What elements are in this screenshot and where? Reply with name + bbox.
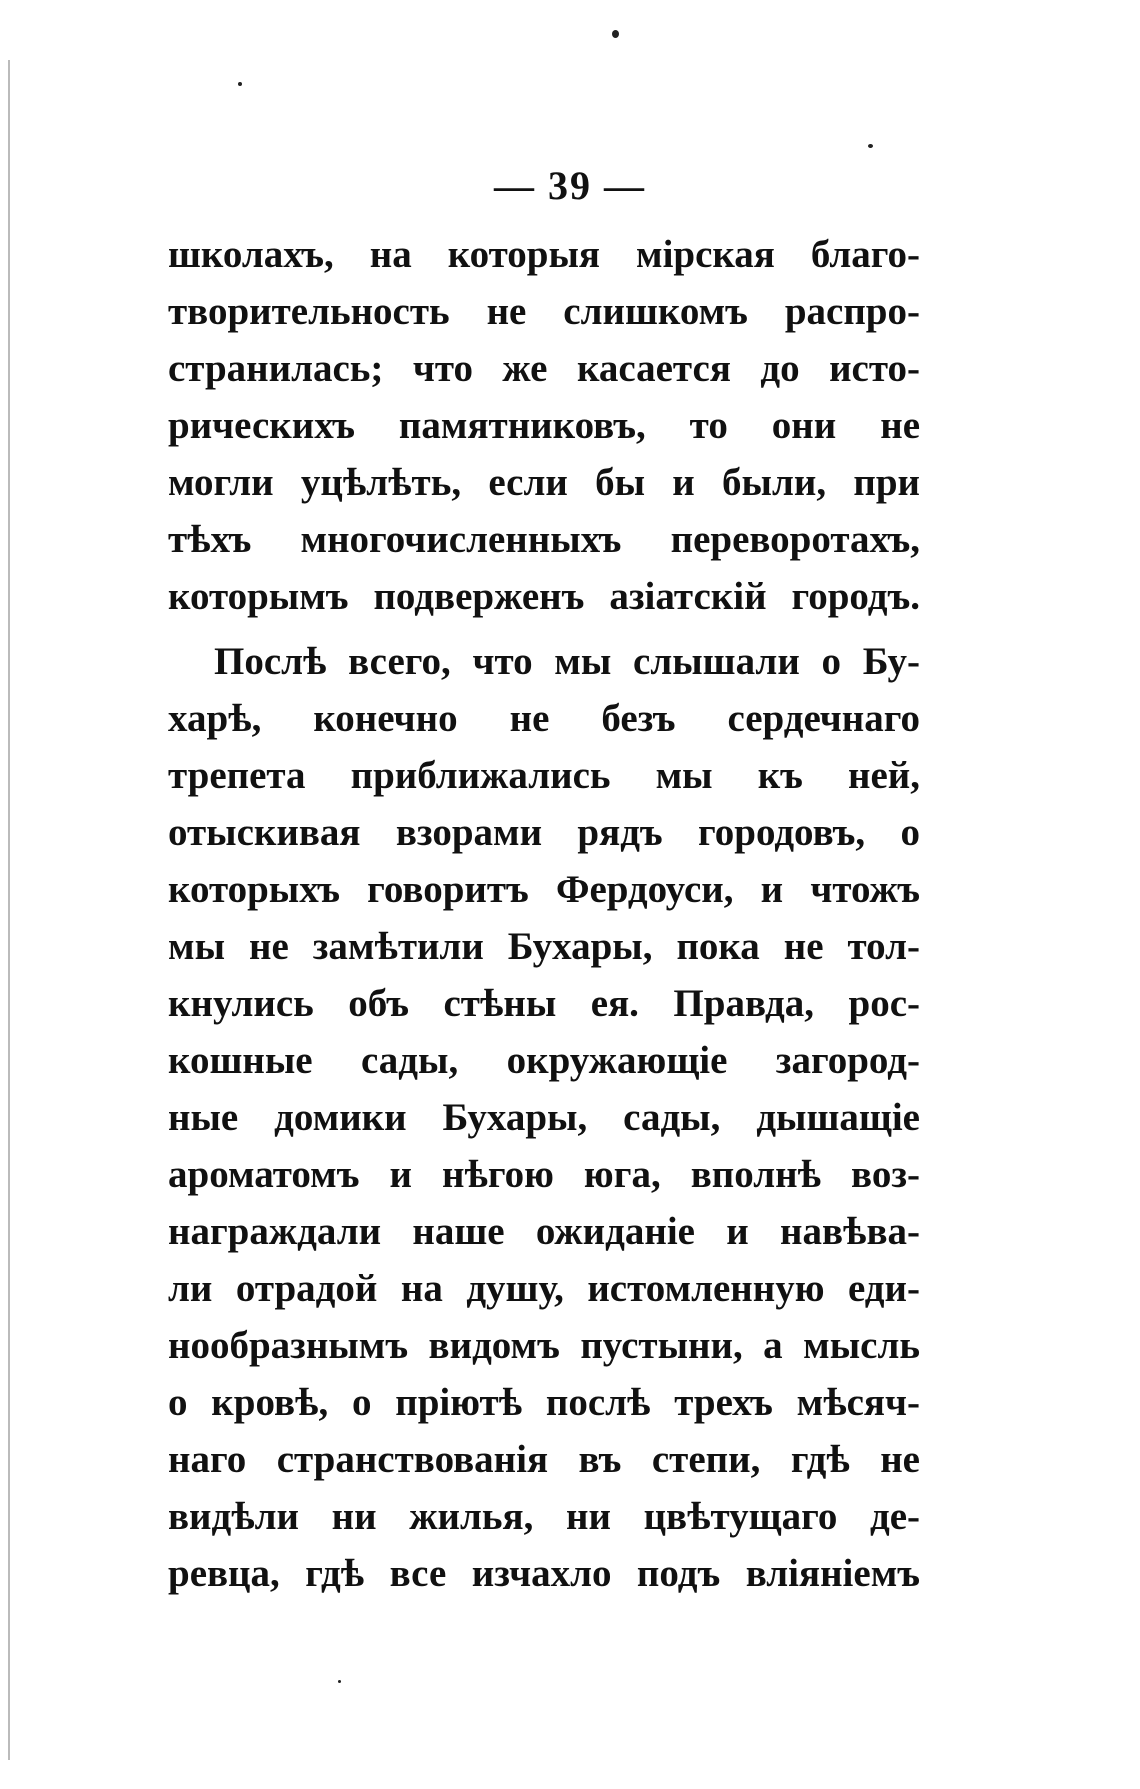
paragraph-gap <box>168 625 920 633</box>
text-line: отыскивая взорами рядъ городовъ, о <box>168 811 920 854</box>
text-line: рическихъ памятниковъ, то они не <box>168 404 920 447</box>
text-line: харѣ, конечно не безъ сердечнаго <box>168 697 920 740</box>
body-text <box>168 226 920 1602</box>
text-line: ревца, гдѣ все изчахло подъ вліяніемъ <box>168 1552 920 1595</box>
ink-speck <box>868 144 873 148</box>
text-line: школахъ, на которыя мірская благо- <box>168 233 920 276</box>
text-line: которымъ подверженъ азіатскій городъ. <box>168 575 920 618</box>
ink-speck <box>338 1680 341 1683</box>
text-line: которыхъ говоритъ Фердоуси, и чтожъ <box>168 868 920 911</box>
text-line: творительность не слишкомъ распро- <box>168 290 920 333</box>
ink-speck <box>612 30 619 38</box>
text-line: наго странствованія въ степи, гдѣ не <box>168 1438 920 1481</box>
text-line: ли отрадой на душу, истомленную еди- <box>168 1267 920 1310</box>
text-line: видѣли ни жилья, ни цвѣтущаго де- <box>168 1495 920 1538</box>
text-line: ные домики Бухары, сады, дышащіе <box>168 1096 920 1139</box>
text-line: могли уцѣлѣть, если бы и были, при <box>168 461 920 504</box>
text-line: ароматомъ и нѣгою юга, вполнѣ воз- <box>168 1153 920 1196</box>
text-line: награждали наше ожиданіе и навѣва- <box>168 1210 920 1253</box>
text-line: кошные сады, окружающіе загород- <box>168 1039 920 1082</box>
text-line: трепета приближались мы къ ней, <box>168 754 920 797</box>
text-line: мы не замѣтили Бухары, пока не тол- <box>168 925 920 968</box>
text-line: странилась; что же касается до исто- <box>168 347 920 390</box>
text-line: Послѣ всего, что мы слышали о Бу- <box>214 640 920 683</box>
text-line: о кровѣ, о пріютѣ послѣ трехъ мѣсяч- <box>168 1381 920 1424</box>
page-number-header: — 39 — <box>494 163 646 208</box>
text-line: кнулись объ стѣны ея. Правда, рос- <box>168 982 920 1025</box>
ink-speck <box>238 82 242 86</box>
text-line: нообразнымъ видомъ пустыни, а мысль <box>168 1324 920 1367</box>
text-line: тѣхъ многочисленныхъ переворотахъ, <box>168 518 920 561</box>
scan-edge-line <box>8 60 10 1760</box>
